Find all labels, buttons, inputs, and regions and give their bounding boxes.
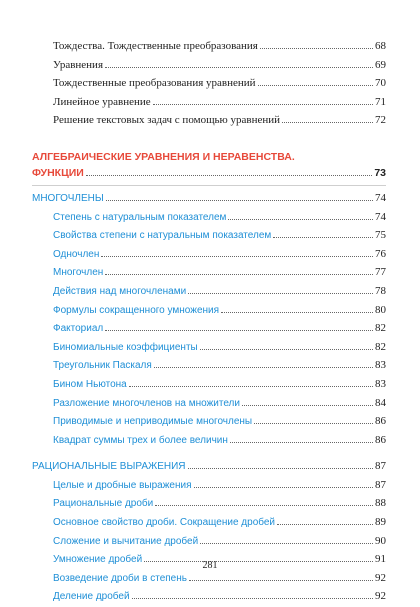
toc-entry-title: Многочлен [53, 267, 104, 279]
toc-entry-title: Целые и дробные выражения [53, 479, 192, 491]
toc-entry-title: Сложение и вычитание дробей [53, 535, 199, 547]
toc-entry-page: 69 [375, 58, 386, 71]
toc-entry[interactable] [32, 227, 386, 246]
section-heading[interactable] [32, 458, 386, 477]
toc-entry-page: 86 [375, 433, 386, 446]
table-of-contents [32, 38, 386, 607]
toc-entry-title: Бином Ньютона [53, 378, 127, 390]
divider [32, 185, 386, 186]
dot-leader [277, 514, 373, 525]
toc-entry-title: Умножение дробей [53, 554, 143, 566]
toc-entry[interactable] [32, 264, 386, 283]
dot-leader [155, 495, 373, 506]
dot-leader [153, 94, 373, 105]
dot-leader [132, 588, 373, 599]
section-polynomials [32, 190, 386, 450]
dot-leader [86, 165, 372, 176]
dot-leader [105, 264, 373, 275]
toc-entry-page: 83 [375, 377, 386, 390]
toc-entry-title: Квадрат суммы трех и более величин [53, 434, 228, 446]
section-title: МНОГОЧЛЕНЫ [32, 192, 104, 204]
section-page: 74 [375, 191, 386, 204]
toc-entry-page: 89 [375, 516, 386, 529]
dot-leader [254, 413, 373, 424]
toc-entry[interactable] [32, 477, 386, 496]
toc-entry[interactable] [32, 395, 386, 414]
dot-leader [221, 302, 373, 313]
toc-entry[interactable] [32, 283, 386, 302]
dot-leader [105, 320, 373, 331]
toc-entry-title: Рациональные дроби [53, 498, 154, 510]
section-heading[interactable] [32, 190, 386, 209]
section-title: РАЦИОНАЛЬНЫЕ ВЫРАЖЕНИЯ [32, 461, 186, 473]
toc-entry-title: Линейное уравнение [53, 95, 151, 108]
toc-entry-page: 91 [375, 553, 386, 566]
toc-entry[interactable] [32, 514, 386, 533]
toc-entry-title: Разложение многочленов на множители [53, 397, 240, 409]
toc-entry-page: 83 [375, 359, 386, 372]
toc-entry-title: Формулы сокращенного умножения [53, 304, 220, 316]
dot-leader [200, 533, 373, 544]
dot-leader [242, 395, 373, 406]
toc-entry[interactable] [32, 302, 386, 321]
toc-entry-title: Уравнения [53, 58, 103, 71]
toc-entry-page: 86 [375, 415, 386, 428]
toc-entry-title: Деление дробей [53, 591, 130, 603]
toc-entry[interactable] [32, 57, 386, 76]
part-title-line1: АЛГЕБРАИЧЕСКИЕ УРАВНЕНИЯ И НЕРАВЕНСТВА. [32, 150, 295, 163]
toc-entry-title: Возведение дроби в степень [53, 572, 187, 584]
toc-entry[interactable] [32, 339, 386, 358]
toc-entry-page: 71 [375, 95, 386, 108]
spacer [32, 450, 386, 456]
toc-entry-title: Приводимые и неприводимые многочлены [53, 416, 253, 428]
toc-entry-title: Степень с натуральным показателем [53, 211, 227, 223]
toc-entry-title: Треугольник Паскаля [53, 360, 152, 372]
toc-entry[interactable] [32, 432, 386, 451]
dot-leader [194, 477, 374, 488]
dot-leader [258, 75, 373, 86]
toc-entry-page: 76 [375, 247, 386, 260]
part-page: 73 [374, 166, 386, 179]
toc-entry-page: 82 [375, 322, 386, 335]
toc-entry-page: 80 [375, 303, 386, 316]
toc-entry[interactable] [32, 413, 386, 432]
toc-entry-title: Биномиальные коэффициенты [53, 341, 198, 353]
section-page: 87 [375, 460, 386, 473]
toc-entry-title: Тождественные преобразования уравнений [53, 77, 256, 90]
toc-entry-title: Основное свойство дроби. Сокращение дробей [53, 517, 276, 529]
toc-entry-page: 68 [375, 40, 386, 52]
dot-leader [188, 458, 373, 469]
dot-leader [129, 376, 373, 387]
top-items-list [32, 38, 386, 131]
toc-entry-page: 74 [375, 210, 386, 223]
toc-entry[interactable] [32, 38, 386, 57]
dot-leader [189, 570, 373, 581]
section-rational-expressions [32, 458, 386, 607]
dot-leader [282, 112, 373, 123]
dot-leader [200, 339, 373, 350]
toc-entry-page: 90 [375, 534, 386, 547]
toc-entry[interactable] [32, 112, 386, 131]
toc-entry[interactable] [32, 357, 386, 376]
toc-entry-title: Решение текстовых задач с помощью уравнений [53, 114, 281, 127]
toc-entry[interactable] [32, 533, 386, 552]
dot-leader [273, 227, 373, 238]
toc-entry[interactable] [32, 588, 386, 607]
dot-leader [228, 209, 373, 220]
toc-entry-page: 77 [375, 266, 386, 279]
dot-leader [188, 283, 373, 294]
dot-leader [105, 57, 373, 68]
part-title-line2: ФУНКЦИИ [32, 166, 84, 179]
toc-entry-page: 84 [375, 396, 386, 409]
toc-entry[interactable] [32, 209, 386, 228]
dot-leader [106, 190, 373, 201]
page-number: 281 [202, 560, 218, 571]
toc-entry[interactable] [32, 94, 386, 113]
toc-entry[interactable] [32, 246, 386, 265]
toc-entry-page: 78 [375, 284, 386, 297]
toc-entry-title: Тождества. Тождественные преобразования [53, 40, 258, 52]
toc-entry-page: 92 [375, 571, 386, 584]
part-entry[interactable] [32, 165, 386, 183]
dot-leader [154, 357, 373, 368]
toc-entry[interactable] [32, 495, 386, 514]
dot-leader [230, 432, 373, 443]
toc-entry-page: 87 [375, 478, 386, 491]
toc-entry[interactable] [32, 320, 386, 339]
toc-entry-page: 92 [375, 590, 386, 603]
toc-entry-page: 75 [375, 229, 386, 242]
part-heading [32, 149, 386, 186]
toc-entry-page: 88 [375, 497, 386, 510]
toc-entry[interactable] [32, 376, 386, 395]
toc-entry-page: 70 [375, 77, 386, 90]
toc-entry-title: Факториал [53, 323, 104, 335]
toc-entry-title: Одночлен [53, 248, 100, 260]
toc-entry-page: 72 [375, 114, 386, 127]
toc-entry-page: 82 [375, 340, 386, 353]
toc-entry-title: Свойства степени с натуральным показателем [53, 230, 272, 242]
toc-entry[interactable] [32, 570, 386, 589]
dot-leader [260, 38, 373, 49]
toc-entry[interactable] [32, 75, 386, 94]
toc-entry-title: Действия над многочленами [53, 285, 187, 297]
dot-leader [101, 246, 373, 257]
